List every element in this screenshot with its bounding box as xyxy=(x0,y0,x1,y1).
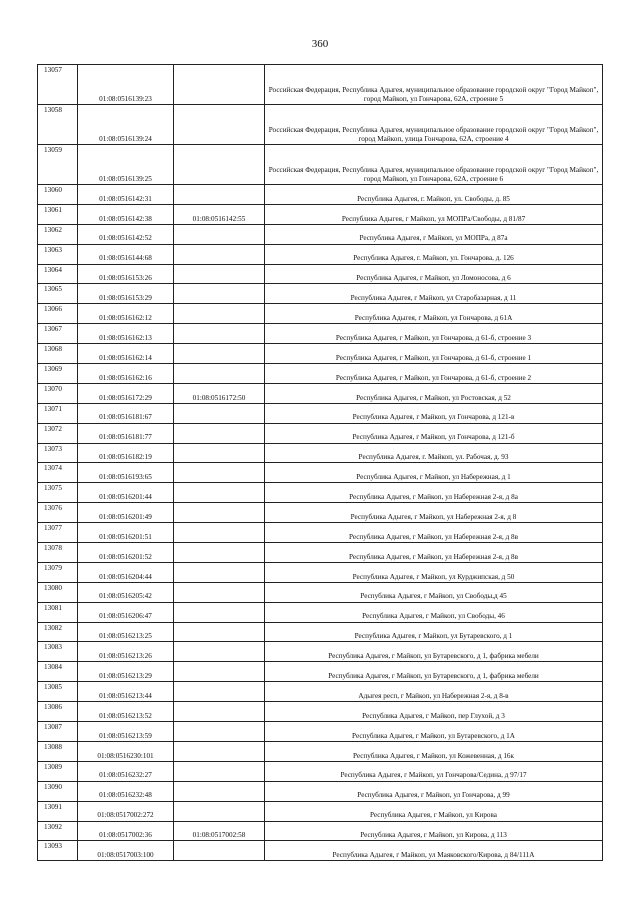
parent-cadastral-number xyxy=(174,284,265,304)
table-row xyxy=(38,602,603,622)
address: Республика Адыгея, г Майкоп, ул МОПРа/Свободы, д 81/87 xyxy=(265,204,603,224)
table-row xyxy=(38,224,603,244)
table-row xyxy=(38,284,603,304)
parent-cadastral-number xyxy=(174,145,265,185)
address: Республика Адыгея, г Майкоп, ул Бутаревского, д 1 xyxy=(265,622,603,642)
row-number: 13086 xyxy=(38,702,78,722)
row-number: 13087 xyxy=(38,722,78,742)
row-number: 13074 xyxy=(38,463,78,483)
row-number: 13077 xyxy=(38,523,78,543)
parent-cadastral-number xyxy=(174,244,265,264)
address: Республика Адыгея, г Майкоп, ул МОПРа, д 87а xyxy=(265,224,603,244)
cadastral-number: 01:08:0516153:29 xyxy=(78,284,174,304)
address: Республика Адыгея, г Майкоп, ул Набережная, д 1 xyxy=(265,463,603,483)
table-row xyxy=(38,145,603,185)
parent-cadastral-number xyxy=(174,503,265,523)
address: Республика Адыгея, г Майкоп, пер Глухой, д 3 xyxy=(265,702,603,722)
address: Республика Адыгея, г Майкоп, ул Набережная 2-я, д 8в xyxy=(265,543,603,563)
table-row xyxy=(38,622,603,642)
table-row xyxy=(38,244,603,264)
row-number: 13079 xyxy=(38,562,78,582)
row-number: 13070 xyxy=(38,383,78,403)
cadastral-number: 01:08:0516205:42 xyxy=(78,582,174,602)
cadastral-number: 01:08:0516139:24 xyxy=(78,105,174,145)
address: Республика Адыгея, г Майкоп, ул Гончарова, д 121-б xyxy=(265,423,603,443)
parent-cadastral-number xyxy=(174,105,265,145)
table-row xyxy=(38,105,603,145)
parent-cadastral-number xyxy=(174,722,265,742)
table-row xyxy=(38,483,603,503)
cadastral-number: 01:08:0516213:29 xyxy=(78,662,174,682)
parent-cadastral-number xyxy=(174,761,265,781)
cadastral-number: 01:08:0516181:67 xyxy=(78,403,174,423)
address: Республика Адыгея, г Майкоп, ул Гончарова/Седина, д 97/17 xyxy=(265,761,603,781)
table-row xyxy=(38,443,603,463)
table-row xyxy=(38,741,603,761)
address: Республика Адыгея, г Майкоп, ул Кирова xyxy=(265,801,603,821)
row-number: 13091 xyxy=(38,801,78,821)
row-number: 13071 xyxy=(38,403,78,423)
cadastral-number: 01:08:0516162:12 xyxy=(78,304,174,324)
parent-cadastral-number: 01:08:0516172:50 xyxy=(174,383,265,403)
address: Республика Адыгея, г Майкоп, ул Гончарова, д 61-б, строение 2 xyxy=(265,364,603,384)
table-row xyxy=(38,662,603,682)
parent-cadastral-number xyxy=(174,364,265,384)
address: Республика Адыгея, г Майкоп, ул Свободы,д 45 xyxy=(265,582,603,602)
cadastral-number: 01:08:0516230:101 xyxy=(78,741,174,761)
cadastral-number: 01:08:0516139:23 xyxy=(78,65,174,105)
registry-table xyxy=(37,64,603,861)
row-number: 13083 xyxy=(38,642,78,662)
cadastral-number: 01:08:0517003:100 xyxy=(78,841,174,861)
table-row xyxy=(38,324,603,344)
address: Российская Федерация, Республика Адыгея, муниципальное образование городской округ "Город Майкоп", город Майкоп, ул Гончарова, 62А, строение 5 xyxy=(265,65,603,105)
table-row xyxy=(38,344,603,364)
cadastral-number: 01:08:0516144:68 xyxy=(78,244,174,264)
parent-cadastral-number xyxy=(174,65,265,105)
table-row xyxy=(38,702,603,722)
parent-cadastral-number xyxy=(174,602,265,622)
parent-cadastral-number xyxy=(174,582,265,602)
row-number: 13067 xyxy=(38,324,78,344)
address: Республика Адыгея, г Майкоп, ул Кирова, д 113 xyxy=(265,821,603,841)
table-row xyxy=(38,642,603,662)
parent-cadastral-number xyxy=(174,463,265,483)
parent-cadastral-number xyxy=(174,781,265,801)
parent-cadastral-number xyxy=(174,702,265,722)
cadastral-number: 01:08:0516201:49 xyxy=(78,503,174,523)
cadastral-number: 01:08:0516172:29 xyxy=(78,383,174,403)
address: Республика Адыгея, г. Майкоп, ул. Свободы, д. 85 xyxy=(265,185,603,205)
cadastral-number: 01:08:0516162:13 xyxy=(78,324,174,344)
table-row xyxy=(38,841,603,861)
cadastral-number: 01:08:0516182:19 xyxy=(78,443,174,463)
row-number: 13059 xyxy=(38,145,78,185)
parent-cadastral-number xyxy=(174,344,265,364)
parent-cadastral-number xyxy=(174,423,265,443)
cadastral-number: 01:08:0516162:14 xyxy=(78,344,174,364)
cadastral-number: 01:08:0516142:31 xyxy=(78,185,174,205)
table-row xyxy=(38,523,603,543)
address: Республика Адыгея, г Майкоп, ул Кожевенная, д 16к xyxy=(265,741,603,761)
cadastral-number: 01:08:0516193:65 xyxy=(78,463,174,483)
row-number: 13063 xyxy=(38,244,78,264)
parent-cadastral-number xyxy=(174,403,265,423)
cadastral-number: 01:08:0516162:16 xyxy=(78,364,174,384)
address: Республика Адыгея, г Майкоп, ул Гончарова, д 99 xyxy=(265,781,603,801)
table-row xyxy=(38,821,603,841)
cadastral-number: 01:08:0517002:272 xyxy=(78,801,174,821)
address: Республика Адыгея, г Майкоп, ул Маяковского/Кирова, д 84/111А xyxy=(265,841,603,861)
parent-cadastral-number xyxy=(174,543,265,563)
table-row xyxy=(38,781,603,801)
table-row xyxy=(38,364,603,384)
address: Республика Адыгея, г Майкоп, ул Бутаревского, д 1, фабрика мебели xyxy=(265,642,603,662)
parent-cadastral-number xyxy=(174,324,265,344)
cadastral-number: 01:08:0516201:52 xyxy=(78,543,174,563)
row-number: 13064 xyxy=(38,264,78,284)
table-row xyxy=(38,185,603,205)
address: Республика Адыгея, г. Майкоп, ул. Гончарова, д. 126 xyxy=(265,244,603,264)
parent-cadastral-number xyxy=(174,642,265,662)
address: Республика Адыгея, г Майкоп, ул Ломоносова, д 6 xyxy=(265,264,603,284)
cadastral-number: 01:08:0516201:51 xyxy=(78,523,174,543)
cadastral-number: 01:08:0516204:44 xyxy=(78,562,174,582)
parent-cadastral-number xyxy=(174,841,265,861)
cadastral-number: 01:08:0516232:48 xyxy=(78,781,174,801)
row-number: 13060 xyxy=(38,185,78,205)
parent-cadastral-number xyxy=(174,483,265,503)
parent-cadastral-number xyxy=(174,523,265,543)
address: Республика Адыгея, г Майкоп, ул Набережная 2-я, д 8а xyxy=(265,483,603,503)
parent-cadastral-number xyxy=(174,224,265,244)
table-row xyxy=(38,503,603,523)
table-row xyxy=(38,682,603,702)
row-number: 13057 xyxy=(38,65,78,105)
page-number: 360 xyxy=(311,38,329,50)
table-row xyxy=(38,562,603,582)
cadastral-number: 01:08:0516213:52 xyxy=(78,702,174,722)
address: Республика Адыгея, г Майкоп, ул Набережная 2-я, д 8 xyxy=(265,503,603,523)
cadastral-number: 01:08:0516213:25 xyxy=(78,622,174,642)
parent-cadastral-number xyxy=(174,304,265,324)
row-number: 13061 xyxy=(38,204,78,224)
row-number: 13088 xyxy=(38,741,78,761)
cadastral-number: 01:08:0517002:36 xyxy=(78,821,174,841)
row-number: 13076 xyxy=(38,503,78,523)
cadastral-number: 01:08:0516139:25 xyxy=(78,145,174,185)
address: Республика Адыгея, г. Майкоп, ул. Рабочая, д. 93 xyxy=(265,443,603,463)
row-number: 13058 xyxy=(38,105,78,145)
row-number: 13073 xyxy=(38,443,78,463)
row-number: 13084 xyxy=(38,662,78,682)
parent-cadastral-number xyxy=(174,682,265,702)
parent-cadastral-number xyxy=(174,801,265,821)
row-number: 13082 xyxy=(38,622,78,642)
address: Республика Адыгея, г Майкоп, ул Ростовская, д 52 xyxy=(265,383,603,403)
row-number: 13093 xyxy=(38,841,78,861)
row-number: 13090 xyxy=(38,781,78,801)
registry-table-body xyxy=(38,65,603,861)
address: Республика Адыгея, г Майкоп, ул Курджипская, д 50 xyxy=(265,562,603,582)
cadastral-number: 01:08:0516142:38 xyxy=(78,204,174,224)
row-number: 13081 xyxy=(38,602,78,622)
table-row xyxy=(38,264,603,284)
table-row xyxy=(38,543,603,563)
address: Российская Федерация, Республика Адыгея, муниципальное образование городской округ "Город Майкоп", город Майкоп, улица Гончарова, 62А, строение 4 xyxy=(265,105,603,145)
row-number: 13069 xyxy=(38,364,78,384)
address: Республика Адыгея, г Майкоп, ул Свободы, 46 xyxy=(265,602,603,622)
table-row xyxy=(38,801,603,821)
row-number: 13066 xyxy=(38,304,78,324)
row-number: 13085 xyxy=(38,682,78,702)
address: Республика Адыгея, г Майкоп, ул Гончарова, д 61-б, строение 3 xyxy=(265,324,603,344)
parent-cadastral-number xyxy=(174,741,265,761)
address: Республика Адыгея, г Майкоп, ул Старобазарная, д 11 xyxy=(265,284,603,304)
cadastral-number: 01:08:0516213:59 xyxy=(78,722,174,742)
address: Республика Адыгея, г Майкоп, ул Гончарова, д 121-в xyxy=(265,403,603,423)
parent-cadastral-number xyxy=(174,562,265,582)
table-row xyxy=(38,304,603,324)
row-number: 13089 xyxy=(38,761,78,781)
table-row xyxy=(38,65,603,105)
row-number: 13092 xyxy=(38,821,78,841)
address: Республика Адыгея, г Майкоп, ул Набережная 2-я, д 8в xyxy=(265,523,603,543)
address: Республика Адыгея, г Майкоп, ул Бутаревского, д 1А xyxy=(265,722,603,742)
address: Адыгея респ, г Майкоп, ул Набережная 2-я, д 8-в xyxy=(265,682,603,702)
table-row xyxy=(38,383,603,403)
cadastral-number: 01:08:0516232:27 xyxy=(78,761,174,781)
table-row xyxy=(38,423,603,443)
parent-cadastral-number xyxy=(174,662,265,682)
table-row xyxy=(38,761,603,781)
table-row xyxy=(38,722,603,742)
table-row xyxy=(38,582,603,602)
address: Республика Адыгея, г Майкоп, ул Гончарова, д 61-б, строение 1 xyxy=(265,344,603,364)
row-number: 13078 xyxy=(38,543,78,563)
row-number: 13080 xyxy=(38,582,78,602)
table-row xyxy=(38,463,603,483)
cadastral-number: 01:08:0516153:26 xyxy=(78,264,174,284)
row-number: 13065 xyxy=(38,284,78,304)
cadastral-number: 01:08:0516213:44 xyxy=(78,682,174,702)
row-number: 13075 xyxy=(38,483,78,503)
row-number: 13062 xyxy=(38,224,78,244)
cadastral-number: 01:08:0516206:47 xyxy=(78,602,174,622)
parent-cadastral-number xyxy=(174,185,265,205)
parent-cadastral-number: 01:08:0516142:55 xyxy=(174,204,265,224)
cadastral-number: 01:08:0516201:44 xyxy=(78,483,174,503)
parent-cadastral-number xyxy=(174,622,265,642)
cadastral-number: 01:08:0516181:77 xyxy=(78,423,174,443)
parent-cadastral-number xyxy=(174,443,265,463)
parent-cadastral-number xyxy=(174,264,265,284)
row-number: 13068 xyxy=(38,344,78,364)
address: Российская Федерация, Республика Адыгея, муниципальное образование городской округ "Город Майкоп", город Майкоп, ул Гончарова, 62А, строение 6 xyxy=(265,145,603,185)
table-row xyxy=(38,204,603,224)
cadastral-number: 01:08:0516213:26 xyxy=(78,642,174,662)
address: Республика Адыгея, г Майкоп, ул Гончарова, д 61А xyxy=(265,304,603,324)
table-row xyxy=(38,403,603,423)
row-number: 13072 xyxy=(38,423,78,443)
address: Республика Адыгея, г Майкоп, ул Бутаревского, д 1, фабрика мебели xyxy=(265,662,603,682)
parent-cadastral-number: 01:08:0517002:58 xyxy=(174,821,265,841)
cadastral-number: 01:08:0516142:52 xyxy=(78,224,174,244)
